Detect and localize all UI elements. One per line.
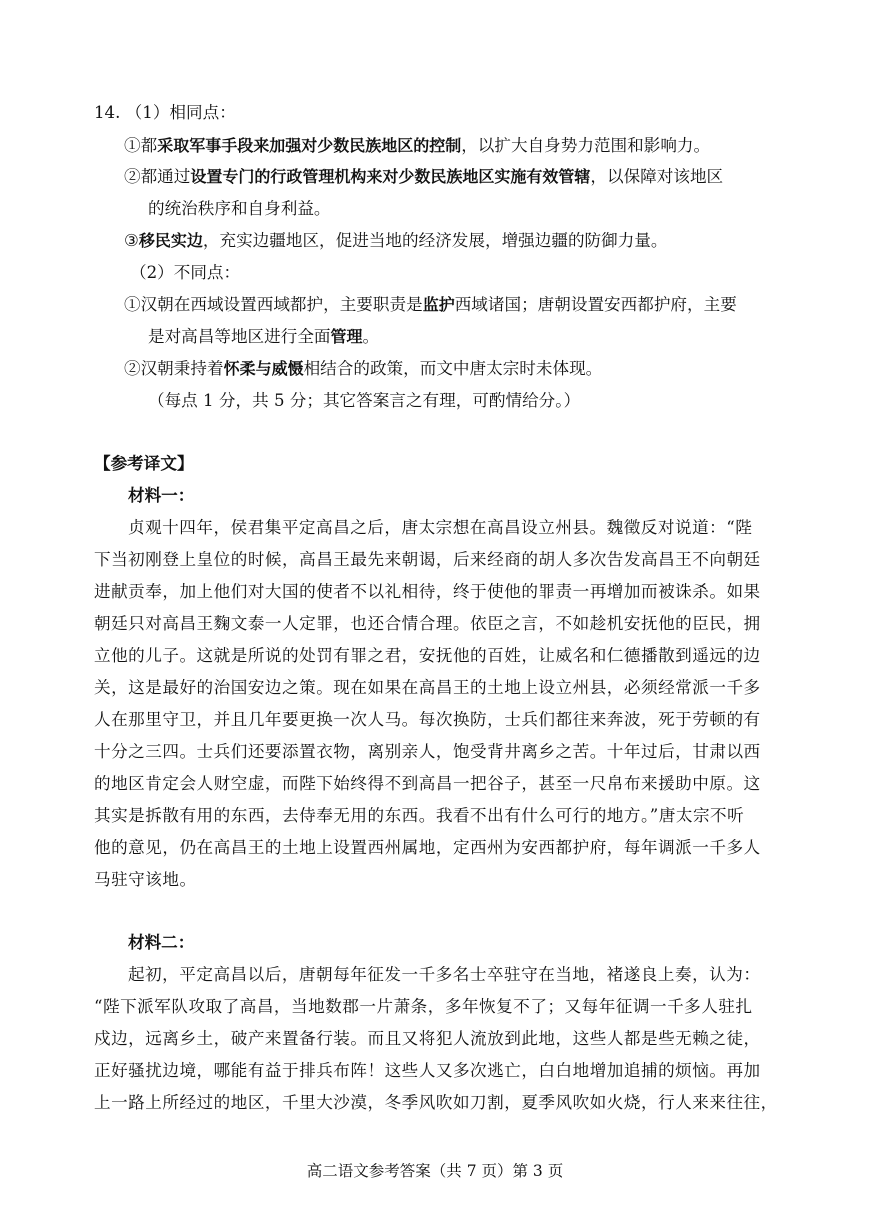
m1-line: 的地区肯定会人财空虚，而陛下始终得不到高昌一把谷子，甚至一尺帛布来援助中原。这 <box>94 774 761 793</box>
m2-line: 正好骚扰边境，哪能有益于排兵布阵！这些人又多次逃亡，白白地增加追捕的烦恼。再加 <box>94 1061 761 1080</box>
bold-keyphrase: 怀柔与威慑 <box>223 359 304 378</box>
m1-line: 马驻守该地。 <box>94 870 197 889</box>
similarity-point-3: ③移民实边，充实边疆地区，促进当地的经济发展，增强边疆的防御力量。 <box>124 231 668 250</box>
material-1-title: 材料一： <box>128 486 195 505</box>
m2-line: 起初，平定高昌以后，唐朝每年征发一千多名士卒驻守在当地，褚遂良上奏，认为： <box>128 965 761 984</box>
scoring-note: （每点 1 分，共 5 分；其它答案言之有理，可酌情给分。） <box>148 391 581 410</box>
similarity-point-1: ①都采取军事手段来加强对少数民族地区的控制，以扩大自身势力范围和影响力。 <box>124 136 711 155</box>
m1-line: 人在那里守卫，并且几年要更换一次人马。每次换防，士兵们都往来奔波，死于劳顿的有 <box>94 710 761 729</box>
bold-keyphrase: 管理 <box>330 327 363 346</box>
material-2-title: 材料二： <box>128 933 195 952</box>
question-number: 14. <box>94 103 121 122</box>
m1-line: 其实是拆散有用的东西，去侍奉无用的东西。我看不出有什么可行的地方。”唐太宗不听 <box>94 806 745 825</box>
bold-keyphrase: 监护 <box>422 295 455 314</box>
difference-point-1-cont: 是对高昌等地区进行全面管理。 <box>148 327 380 346</box>
page-footer: 高二语文参考答案（共 7 页）第 3 页 <box>306 1162 564 1180</box>
difference-point-2: ②汉朝秉持着怀柔与威慑相结合的政策，而文中唐太宗时未体现。 <box>124 359 603 378</box>
m1-line: 贞观十四年，侯君集平定高昌之后，唐太宗想在高昌设立州县。魏徵反对说道：“陛 <box>128 518 753 537</box>
similarity-point-2-cont: 的统治秩序和自身利益。 <box>148 199 331 218</box>
difference-point-1: ①汉朝在西域设置西域都护，主要职责是监护西域诸国；唐朝设置安西都护府，主要 <box>124 295 737 314</box>
m2-line: “陛下派军队攻取了高昌，当地数郡一片萧条，多年恢复不了；又每年征调一千多人驻扎 <box>94 997 753 1016</box>
part2-title: （2）不同点： <box>130 263 241 282</box>
translation-heading: 【参考译文】 <box>94 454 194 473</box>
bold-keyphrase: 采取军事手段来加强对少数民族地区的控制 <box>157 136 462 155</box>
m1-line: 关，这是最好的治国安边之策。现在如果在高昌王的土地上设立州县，必须经常派一千多 <box>94 678 761 697</box>
bold-keyphrase: 移民实边 <box>138 231 203 250</box>
m1-line: 朝廷只对高昌王麴文泰一人定罪，也还合情合理。依臣之言，不如趁机安抚他的臣民，拥 <box>94 614 761 633</box>
m1-line: 立他的儿子。这就是所说的处罚有罪之君，安抚他的百姓，让威名和仁德播散到遥远的边 <box>94 646 761 665</box>
m2-line: 戍边，远离乡土，破产来置备行装。而且又将犯人流放到此地，这些人都是些无赖之徒， <box>94 1029 761 1048</box>
part1-title: （1）相同点： <box>125 103 236 122</box>
m1-line: 下当初刚登上皇位的时候，高昌王最先来朝谒，后来经商的胡人多次告发高昌王不向朝廷 <box>94 550 761 569</box>
m1-line: 十分之三四。士兵们还要添置衣物，离别亲人，饱受背井离乡之苦。十年过后，甘肃以西 <box>94 742 761 761</box>
m1-line: 他的意见，仍在高昌王的土地上设置西州属地，定西州为安西都护府，每年调派一千多人 <box>94 838 761 857</box>
question-14-part1-heading <box>94 101 236 125</box>
bold-keyphrase: 设置专门的行政管理机构来对少数民族地区实施有效管辖 <box>190 167 591 186</box>
m1-line: 进献贡奉，加上他们对大国的使者不以礼相待，终于使他的罪责一再增加而被诛杀。如果 <box>94 582 761 601</box>
m2-line: 上一路上所经过的地区，千里大沙漠，冬季风吹如刀割，夏季风吹如火烧，行人来来往往， <box>94 1093 778 1112</box>
similarity-point-2: ②都通过设置专门的行政管理机构来对少数民族地区实施有效管辖，以保障对该地区 <box>124 167 724 186</box>
